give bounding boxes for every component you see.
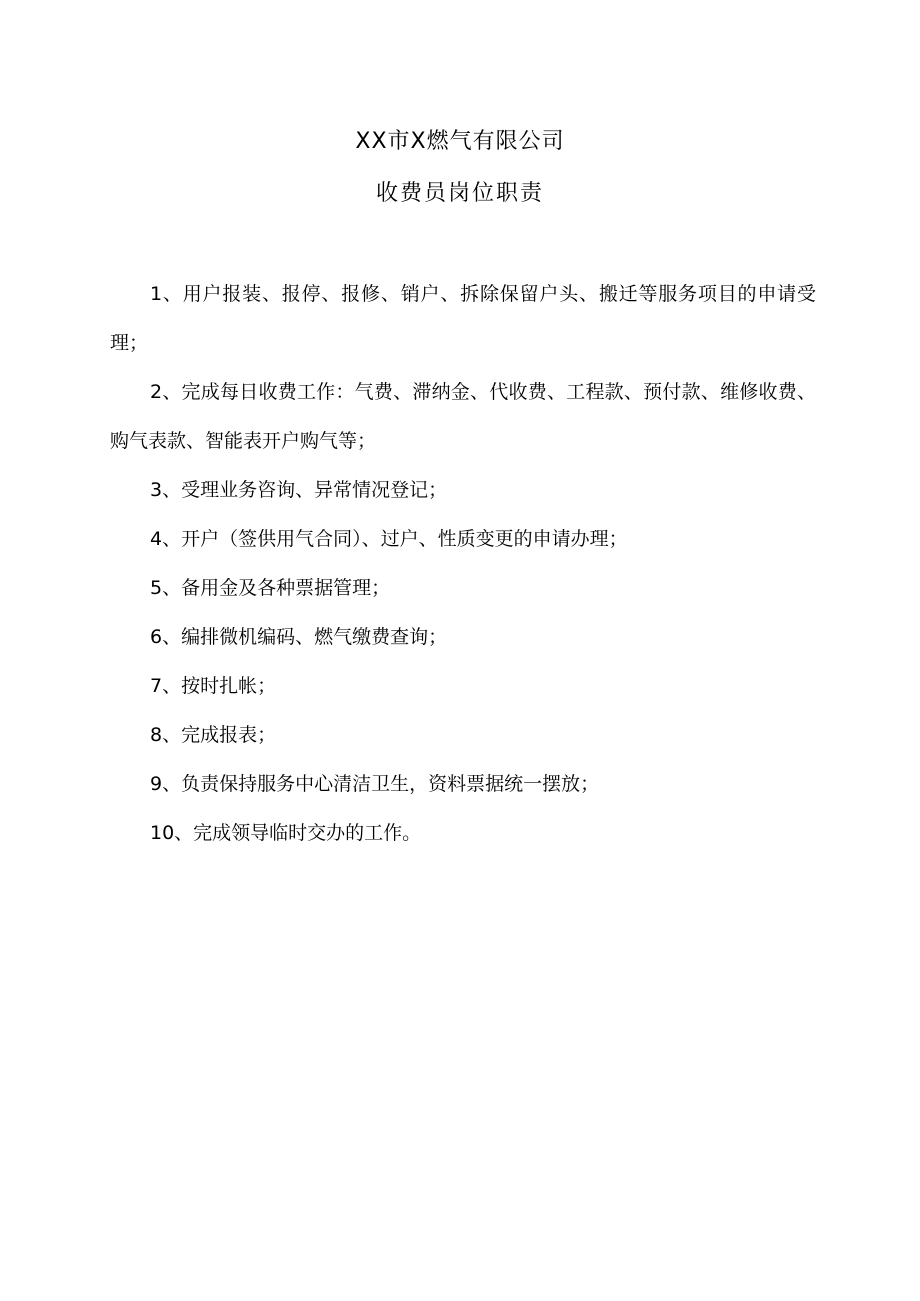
- duty-item: 3、受理业务咨询、异常情况登记；: [150, 479, 448, 501]
- duty-item: 10、完成领导临时交办的工作。: [150, 822, 422, 844]
- duty-item: 7、按时扎帐；: [150, 675, 277, 697]
- duty-item: 4、开户（签供用气合同）、过户、性质变更的申请办理；: [150, 528, 628, 550]
- duty-item: 1、用户报装、报停、报修、销户、拆除保留户头、搬迁等服务项目的申请受理；: [110, 283, 816, 354]
- duty-item: 6、编排微机编码、燃气缴费查询；: [150, 626, 448, 648]
- company-name: XX市X燃气有限公司: [355, 129, 565, 154]
- document-title: 收费员岗位职责: [375, 181, 544, 206]
- duty-item: 8、完成报表；: [150, 724, 277, 746]
- duty-item: 2、完成每日收费工作：气费、滞纳金、代收费、工程款、预付款、维修收费、购气表款、智能表开户购气等；: [110, 381, 816, 452]
- duties-list: [110, 270, 816, 858]
- duty-item: 9、负责保持服务中心清洁卫生，资料票据统一摆放；: [150, 773, 600, 795]
- duty-item: 5、备用金及各种票据管理；: [150, 577, 391, 599]
